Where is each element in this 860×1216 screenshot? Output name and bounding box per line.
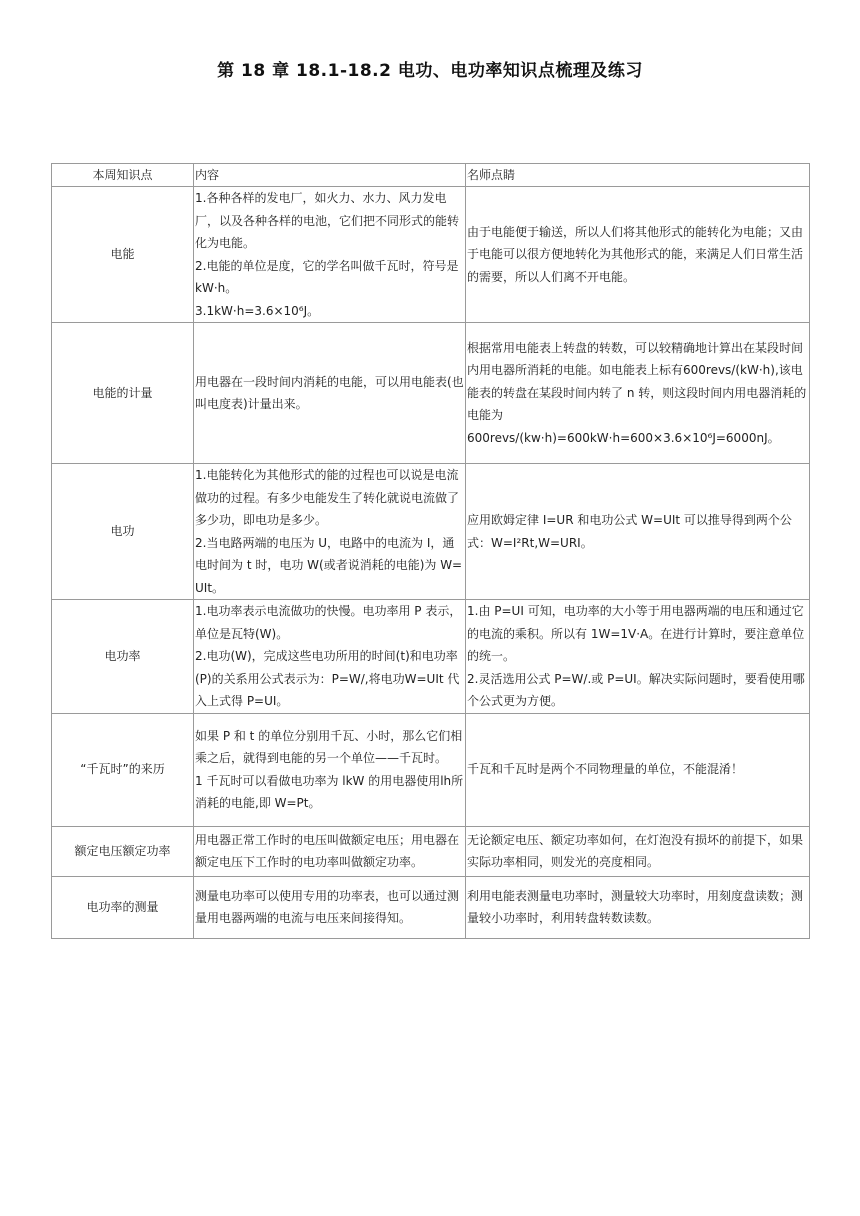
tips-cell: [466, 876, 810, 938]
tips-paragraph: 应用欧姆定律 I=UR 和电功公式 W=UIt 可以推导得到两个公式：W=I²Rt,W=URI。: [467, 513, 792, 550]
table-row: [52, 713, 810, 826]
tips-paragraph: 无论额定电压、额定功率如何，在灯泡没有损坏的前提下，如果实际功率相同，则发光的亮度相同。: [467, 832, 804, 869]
tips-cell: [466, 713, 810, 826]
content-paragraph: 1.电功率表示电流做功的快慢。电功率用 P 表示，单位是瓦特(W)。: [195, 604, 462, 641]
content-paragraph: 2.当电路两端的电压为 U，电路中的电流为 I，通电时间为 t 时，电功 W(或者说消耗的电能)为 W=UIt。: [195, 535, 463, 595]
table-row: [52, 600, 810, 714]
content-paragraph: 1 千瓦时可以看做电功率为 lkW 的用电器使用lh所消耗的电能,即 W=Pt。: [195, 773, 464, 810]
topic-cell: 电功: [52, 464, 194, 600]
topic-cell: 电功率: [52, 600, 194, 714]
table-row: [52, 464, 810, 600]
tips-paragraph: 600revs/(kw·h)=600kW·h=600×3.6×10⁶J=6000nJ。: [467, 430, 780, 445]
table-row: [52, 826, 810, 876]
content-paragraph: 2.电功(W)，完成这些电功所用的时间(t)和电功率(P)的关系用公式表示为：P=W/,将电功W=UIt 代入上式得 P=UI。: [195, 649, 460, 708]
knowledge-table: [51, 163, 810, 939]
content-paragraph: 2.电能的单位是度，它的学名叫做千瓦时，符号是 kW·h。: [195, 258, 459, 295]
content-paragraph: 用电器在一段时间内消耗的电能，可以用电能表(也叫电度表)计量出来。: [195, 374, 464, 411]
topic-cell: 电能: [52, 187, 194, 323]
topic-cell: 电能的计量: [52, 323, 194, 464]
topic-cell: 额定电压额定功率: [52, 826, 194, 876]
table-row: [52, 187, 810, 323]
topic-cell: 电功率的测量: [52, 876, 194, 938]
content-paragraph: 1.各种各样的发电厂，如火力、水力、风力发电厂，以及各种各样的电池，它们把不同形式的能转化为电能。: [195, 191, 460, 250]
header-tips: 名师点睛: [466, 164, 810, 187]
tips-paragraph: 1.由 P=UI 可知，电功率的大小等于用电器两端的电压和通过它的电流的乘积。所以有 1W=1V·A。在进行计算时，要注意单位的统一。: [467, 604, 805, 663]
page-title: 第 18 章 18.1-18.2 电功、电功率知识点梳理及练习: [217, 61, 643, 81]
tips-cell: [466, 826, 810, 876]
tips-paragraph: 由于电能便于输送，所以人们将其他形式的能转化为电能；又由于电能可以很方便地转化为其他形式的能，来满足人们日常生活的需要，所以人们离不开电能。: [467, 224, 804, 284]
content-cell: [194, 464, 466, 600]
header-topic: 本周知识点: [52, 164, 194, 187]
tips-paragraph: 根据常用电能表上转盘的转数，可以较精确地计算出在某段时间内用电器所消耗的电能。如电能表上标有600revs/(kW·h),该电能表的转盘在某段时间内转了 n 转，则这段时间内用电器消耗的电能为: [467, 340, 807, 423]
content-paragraph: 1.电能转化为其他形式的能的过程也可以说是电流做功的过程。有多少电能发生了转化就说电流做了多少功，即电功是多少。: [195, 468, 460, 527]
tips-paragraph: 利用电能表测量电功率时，测量较大功率时，用刻度盘读数；测量较小功率时，利用转盘转数读数。: [467, 888, 804, 925]
content-cell: [194, 713, 466, 826]
content-paragraph: 测量电功率可以使用专用的功率表，也可以通过测量用电器两端的电流与电压来间接得知。: [195, 888, 460, 925]
content-cell: [194, 876, 466, 938]
content-cell: [194, 826, 466, 876]
content-cell: [194, 187, 466, 323]
content-paragraph: 用电器正常工作时的电压叫做额定电压；用电器在额定电压下工作时的电功率叫做额定功率。: [195, 832, 460, 869]
content-cell: [194, 600, 466, 714]
content-paragraph: 3.1kW·h=3.6×10⁶J。: [195, 303, 320, 318]
content-cell: [194, 323, 466, 464]
tips-paragraph: 千瓦和千瓦时是两个不同物理量的单位，不能混淆！: [467, 762, 744, 777]
table-header-row: [52, 164, 810, 187]
tips-cell: [466, 323, 810, 464]
header-content: 内容: [194, 164, 466, 187]
tips-cell: [466, 464, 810, 600]
content-paragraph: 如果 P 和 t 的单位分别用千瓦、小时，那么它们相乘之后，就得到电能的另一个单位——千瓦时。: [195, 728, 463, 765]
table-row: [52, 876, 810, 938]
topic-cell: “千瓦时”的来历: [52, 713, 194, 826]
table-row: [52, 323, 810, 464]
tips-cell: [466, 187, 810, 323]
tips-paragraph: 2.灵活选用公式 P=W/.或 P=UI。解决实际问题时，要看使用哪个公式更为方便。: [467, 671, 805, 708]
tips-cell: [466, 600, 810, 714]
